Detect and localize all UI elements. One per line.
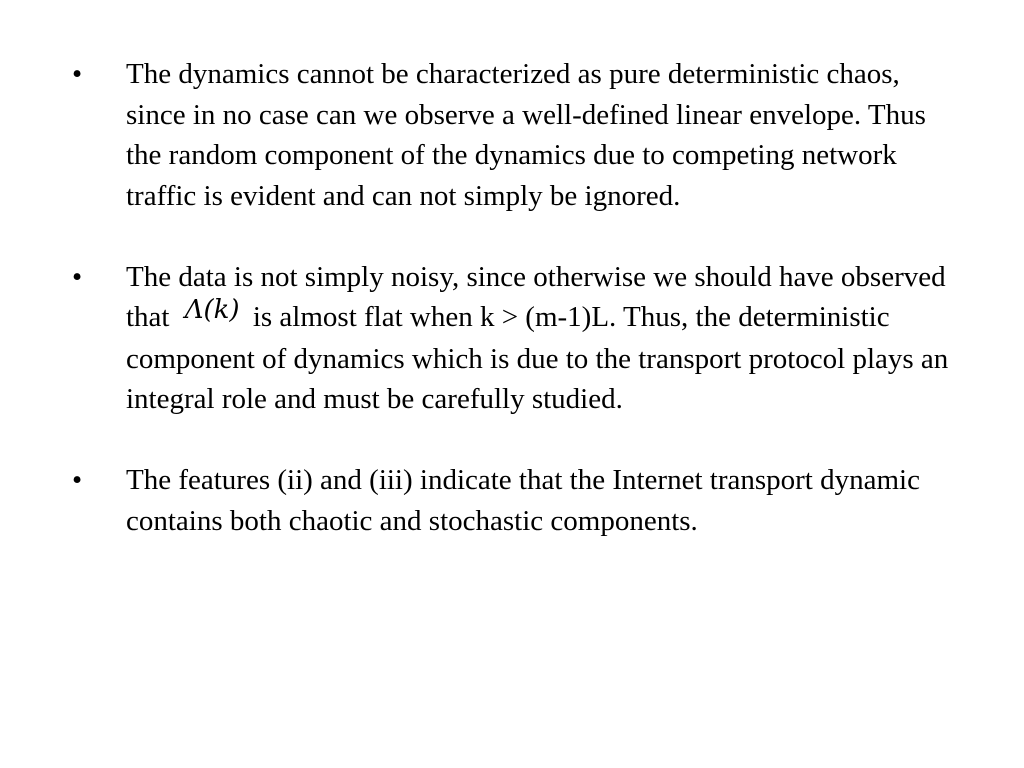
bullet-text-2-before: The data is not simply noisy, since otherwise we should have observed that — [126, 260, 946, 333]
bullet-list — [72, 54, 972, 541]
bullet-marker: • — [72, 260, 83, 293]
bullet-text-1: The dynamics cannot be characterized as pure deterministic chaos, since in no case can we observe a well-defined linear envelope. Thus the random component of the dynamics due to competing network traffic is evident and can not simply be ignored. — [126, 58, 926, 212]
bullet-text-3: The features (ii) and (iii) indicate that the Internet transport dynamic contains both chaotic and stochastic components. — [126, 464, 920, 537]
bullet-marker: • — [72, 464, 83, 496]
bullet-item-2 — [72, 257, 972, 420]
bullet-marker: • — [72, 58, 83, 90]
bullet-item-1 — [72, 54, 972, 216]
bullet-text-2-after: is almost flat when k > (m-1)L. Thus, the deterministic component of dynamics which is due to the transport protocol plays an integral role and must be carefully studied. — [126, 301, 949, 415]
bullet-text-2 — [126, 257, 956, 420]
bullet-item-3 — [72, 460, 972, 541]
lambda-k-formula: Λ(k) — [184, 295, 240, 325]
